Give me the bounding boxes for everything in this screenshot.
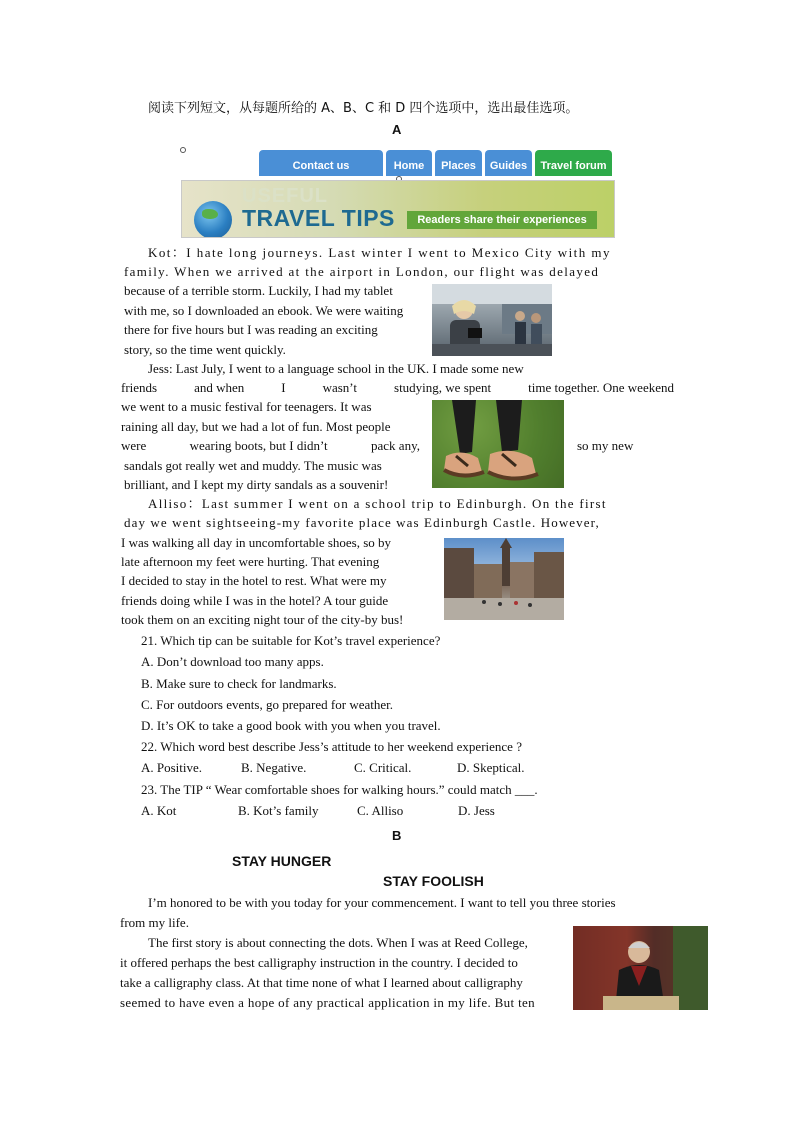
sandals-scene-icon bbox=[432, 400, 564, 488]
word: time together. One weekend bbox=[528, 380, 674, 395]
q21-option-c: C. For outdoors events, go prepared for weather. bbox=[141, 697, 393, 712]
q23-option-b: B. Kot’s family bbox=[238, 803, 319, 818]
speech-p2-line-3: take a calligraphy class. At that time none of what I learned about calligraphy bbox=[120, 975, 523, 990]
airport-scene-icon bbox=[432, 284, 552, 356]
sandals-photo bbox=[432, 400, 564, 488]
word: wasn’t bbox=[322, 380, 358, 395]
word: and when bbox=[194, 380, 245, 395]
tab-guides[interactable]: Guides bbox=[485, 150, 532, 176]
alliso-line-6: friends doing while I was in the hotel? A tour guide bbox=[121, 593, 389, 608]
speaker-photo bbox=[573, 926, 708, 1010]
q21-option-a: A. Don’t download too many apps. bbox=[141, 654, 324, 669]
jess-line-3: we went to a music festival for teenagers. It was bbox=[121, 399, 372, 414]
banner-useful: USEFUL bbox=[242, 185, 328, 207]
q22-option-b: B. Negative. bbox=[241, 760, 307, 775]
jess-line-5b: so my new bbox=[577, 438, 634, 453]
kot-line-3: because of a terrible storm. Luckily, I had my tablet bbox=[124, 283, 393, 298]
jess-line-1: Jess: Last July, I went to a language school in the UK. I made some new bbox=[148, 361, 524, 376]
selection-handle bbox=[180, 147, 186, 153]
tab-contact-us[interactable]: Contact us bbox=[259, 150, 383, 176]
word: friends bbox=[121, 380, 158, 395]
title-stay-foolish: STAY FOOLISH bbox=[383, 873, 484, 889]
q21-option-b: B. Make sure to check for landmarks. bbox=[141, 676, 337, 691]
airport-photo bbox=[432, 284, 552, 356]
jess-line-7: brilliant, and I kept my dirty sandals as a souvenir! bbox=[124, 477, 389, 492]
q21-option-d: D. It’s OK to take a good book with you when you travel. bbox=[141, 718, 441, 733]
globe-land bbox=[202, 209, 218, 219]
alliso-line-5: I decided to stay in the hotel to rest. What were my bbox=[121, 573, 387, 588]
q23-question: 23. The TIP “ Wear comfortable shoes for walking hours.” could match ___. bbox=[141, 782, 538, 797]
q21-question: 21. Which tip can be suitable for Kot’s travel experience? bbox=[141, 633, 441, 648]
tab-travel-forum[interactable]: Travel forum bbox=[535, 150, 612, 176]
edinburgh-street-icon bbox=[444, 538, 564, 620]
q22-option-a: A. Positive. bbox=[141, 760, 203, 775]
section-a-label: A bbox=[392, 122, 402, 137]
speech-p2-line-1: The first story is about connecting the dots. When I was at Reed College, bbox=[148, 935, 528, 950]
word: wearing boots, but I didn’t bbox=[189, 438, 328, 453]
q23-option-d: D. Jess bbox=[458, 803, 495, 818]
jess-line-4: raining all day, but we had a lot of fun. Most people bbox=[121, 419, 391, 434]
globe-icon bbox=[194, 201, 232, 238]
banner-readers: Readers share their experiences bbox=[407, 211, 597, 229]
kot-line-2: family. When we arrived at the airport in London, our flight was delayed bbox=[124, 264, 600, 279]
edinburgh-photo bbox=[444, 538, 564, 620]
q22-option-d: D. Skeptical. bbox=[457, 760, 525, 775]
alliso-line-3: I was walking all day in uncomfortable shoes, so by bbox=[121, 535, 392, 550]
word: I bbox=[281, 380, 286, 395]
q23-option-c: C. Alliso bbox=[357, 803, 404, 818]
kot-line-6: story, so the time went quickly. bbox=[124, 342, 286, 357]
title-stay-hunger: STAY HUNGER bbox=[232, 853, 332, 869]
speech-p2-line-4: seemed to have even a hope of any practical application in my life. But ten bbox=[120, 995, 536, 1010]
kot-line-4: with me, so I downloaded an ebook. We were waiting bbox=[124, 303, 404, 318]
jess-line-5a bbox=[121, 437, 420, 454]
banner-travel-tips: TRAVEL TIPS bbox=[242, 205, 395, 231]
speech-p1-line-2: from my life. bbox=[120, 915, 189, 930]
q22-question: 22. Which word best describe Jess’s attitude to her weekend experience ? bbox=[141, 739, 522, 754]
jess-line-2 bbox=[121, 379, 674, 396]
speech-p1-line-1: I’m honored to be with you today for your commencement. I want to tell you three stories bbox=[148, 895, 616, 910]
speech-p2-line-2: it offered perhaps the best calligraphy instruction in the country. I decided to bbox=[120, 955, 518, 970]
speaker-scene-icon bbox=[573, 926, 708, 1010]
q23-option-a: A. Kot bbox=[141, 803, 177, 818]
tab-places[interactable]: Places bbox=[435, 150, 482, 176]
alliso-line-7: took them on an exciting night tour of the city-by bus! bbox=[121, 612, 404, 627]
section-b-label: B bbox=[392, 828, 402, 843]
kot-line-1: Kot：I hate long journeys. Last winter I went to Mexico City with my bbox=[148, 245, 611, 260]
instruction: 阅读下列短文，从每题所给的 A、B、C 和 D 四个选项中，选出最佳选项。 bbox=[148, 101, 579, 116]
travel-tips-banner bbox=[181, 180, 615, 238]
word: were bbox=[121, 438, 147, 453]
word: studying, we spent bbox=[394, 380, 492, 395]
alliso-line-4: late afternoon my feet were hurting. That evening bbox=[121, 554, 380, 569]
alliso-line-2: day we went sightseeing-my favorite place was Edinburgh Castle. However, bbox=[124, 515, 600, 530]
kot-line-5: there for five hours but I was reading an exciting bbox=[124, 322, 378, 337]
tab-home[interactable]: Home bbox=[386, 150, 432, 176]
q22-option-c: C. Critical. bbox=[354, 760, 412, 775]
alliso-line-1: Alliso：Last summer I went on a school trip to Edinburgh. On the first bbox=[148, 496, 607, 511]
word: pack any, bbox=[371, 438, 420, 453]
jess-line-6: sandals got really wet and muddy. The music was bbox=[124, 458, 382, 473]
